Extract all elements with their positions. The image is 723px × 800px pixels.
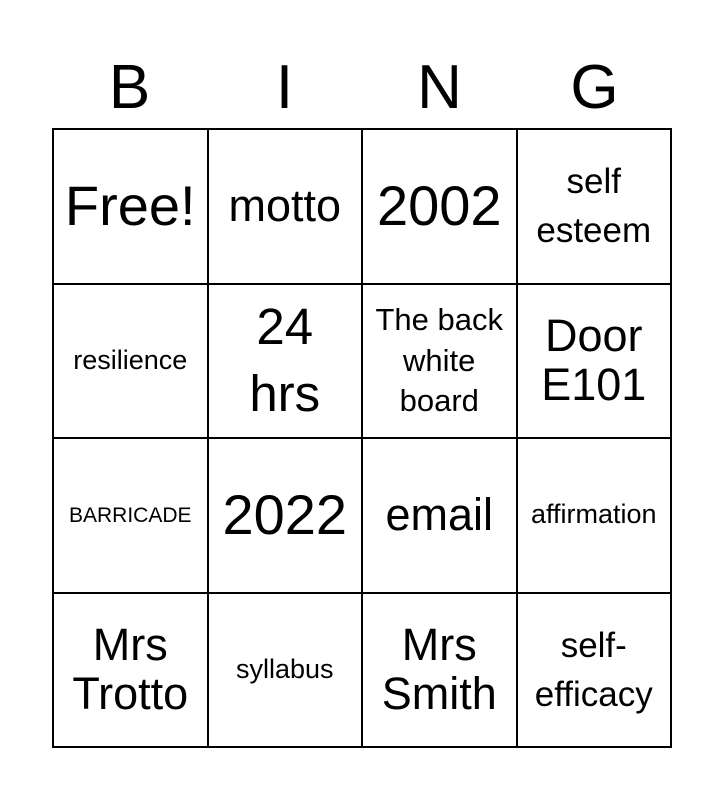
header-letter-n: N <box>417 53 462 122</box>
header-letter-i: I <box>275 53 294 122</box>
bingo-cell[interactable] <box>518 285 673 440</box>
cell-text: resilience <box>73 344 188 375</box>
cell-text: Mrs Trotto <box>72 619 189 719</box>
bingo-cell[interactable] <box>363 285 518 440</box>
bingo-cell[interactable] <box>363 594 518 749</box>
bingo-card-grid <box>52 128 672 748</box>
bingo-cell[interactable] <box>54 285 209 440</box>
cell-text: The back white board <box>375 302 503 418</box>
cell-text: email <box>385 488 494 540</box>
bingo-cell[interactable] <box>209 285 364 440</box>
cell-text: Free! <box>64 174 196 238</box>
bingo-cell[interactable] <box>54 594 209 749</box>
cell-text: 24 hrs <box>249 298 321 422</box>
cell-text: BARRICADE <box>68 503 192 527</box>
bingo-cell[interactable] <box>363 439 518 594</box>
cell-text: Door E101 <box>541 310 647 410</box>
header-letter-g: G <box>570 53 619 122</box>
bingo-cell[interactable] <box>363 130 518 285</box>
cell-text: motto <box>228 179 342 231</box>
cell-text: Mrs Smith <box>381 619 497 719</box>
bingo-header <box>52 48 672 128</box>
bingo-cell[interactable] <box>518 594 673 749</box>
bingo-cell[interactable] <box>518 130 673 285</box>
cell-text: self- efficacy <box>534 625 653 714</box>
cell-text: affirmation <box>530 499 657 530</box>
cell-text: 2022 <box>222 483 348 547</box>
bingo-cell[interactable] <box>209 594 364 749</box>
cell-text: 2002 <box>376 174 502 238</box>
cell-text: syllabus <box>235 653 334 684</box>
bingo-cell[interactable] <box>54 439 209 594</box>
bingo-cell[interactable] <box>518 439 673 594</box>
bingo-cell[interactable] <box>54 130 209 285</box>
header-letter-b: B <box>108 53 151 122</box>
bingo-cell[interactable] <box>209 439 364 594</box>
cell-text: self esteem <box>536 162 652 251</box>
bingo-cell[interactable] <box>209 130 364 285</box>
